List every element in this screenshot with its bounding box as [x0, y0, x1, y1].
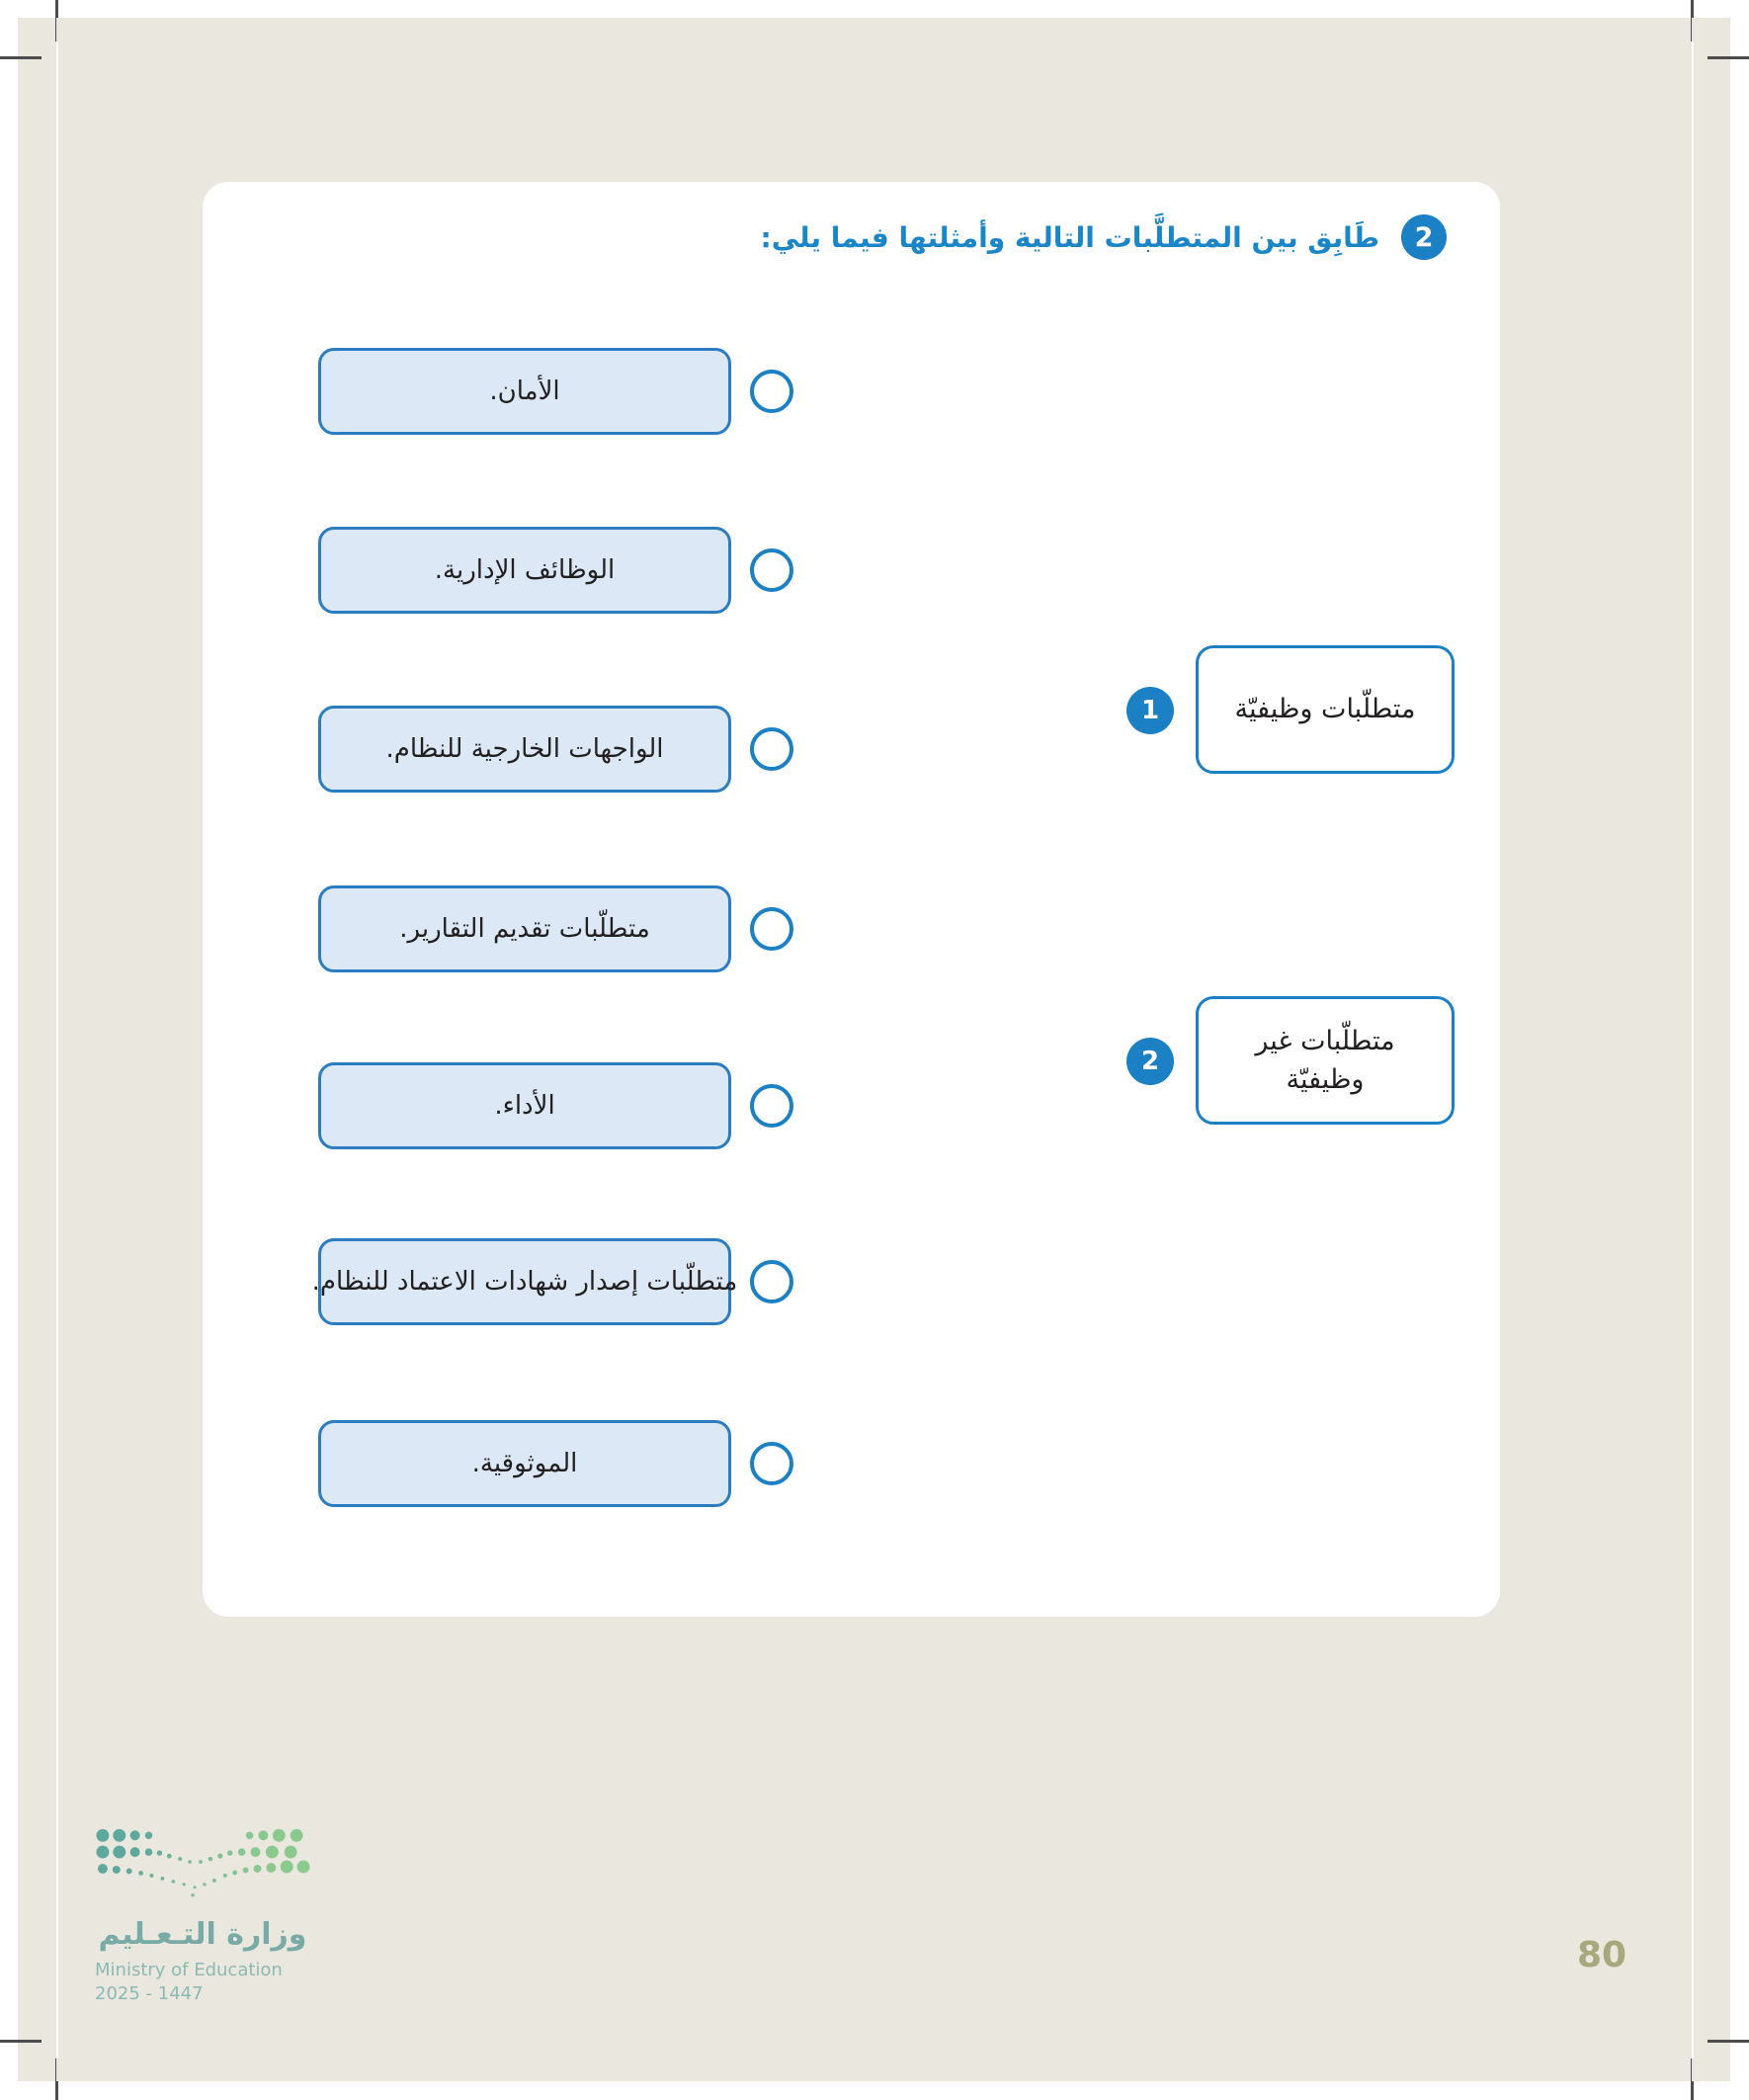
option-row — [311, 1238, 1000, 1325]
option-box-2[interactable]: الوظائف الإدارية. — [318, 527, 731, 614]
category-box-functional[interactable]: متطلّبات وظيفيّة — [1196, 645, 1455, 774]
option-row — [318, 706, 1000, 793]
crop-mark-top-left-h — [0, 56, 42, 59]
option-box-7[interactable]: الموثوقية. — [318, 1420, 731, 1507]
option-row — [318, 1420, 1000, 1507]
option-box-5[interactable]: الأداء. — [318, 1062, 731, 1149]
option-box-3[interactable]: الواجهات الخارجية للنظام. — [318, 706, 731, 793]
option-row — [318, 1062, 1000, 1149]
page-number: 80 — [1577, 1935, 1627, 1975]
option-box-4[interactable]: متطلّبات تقديم التقارير. — [318, 885, 731, 972]
category-badge-2: 2 — [1126, 1038, 1174, 1085]
exercise-header — [761, 214, 1448, 260]
option-box-6[interactable]: متطلّبات إصدار شهادات الاعتماد للنظام. — [318, 1238, 731, 1325]
exercise-number-badge: 2 — [1401, 214, 1447, 260]
match-circle-5[interactable] — [750, 1084, 793, 1128]
ministry-name-english: Ministry of Education — [95, 1960, 283, 1980]
ministry-logo-year: 2025 - 1447 — [95, 1983, 204, 2004]
match-circle-3[interactable] — [750, 727, 793, 771]
option-row — [318, 885, 1000, 972]
option-row — [318, 527, 1000, 614]
option-row — [318, 348, 1000, 435]
exercise-title: طَابِق بين المتطلَّبات التالية وأمثلتها فيما يلي: — [760, 220, 1379, 254]
option-box-1[interactable]: الأمان. — [318, 348, 731, 435]
ministry-logo-dots-icon — [95, 1826, 310, 1901]
trim-line-left — [56, 18, 58, 2081]
crop-mark-top-right-h — [1707, 56, 1749, 59]
category-box-non-functional[interactable]: متطلّبات غير وظيفيّة — [1196, 996, 1455, 1125]
ministry-wordmark-arabic: وزارة التـعـليم — [98, 1917, 307, 1952]
exercise-card — [203, 182, 1500, 1617]
match-circle-7[interactable] — [750, 1442, 793, 1485]
match-circle-6[interactable] — [750, 1260, 793, 1303]
crop-mark-bottom-right-h — [1707, 2040, 1749, 2043]
ministry-logo — [95, 1826, 310, 2004]
trim-line-right — [1692, 18, 1694, 2081]
category-badge-1: 1 — [1126, 687, 1174, 734]
match-circle-2[interactable] — [750, 548, 793, 592]
crop-mark-bottom-left-h — [0, 2040, 42, 2043]
match-circle-1[interactable] — [750, 370, 793, 413]
match-circle-4[interactable] — [750, 907, 793, 951]
